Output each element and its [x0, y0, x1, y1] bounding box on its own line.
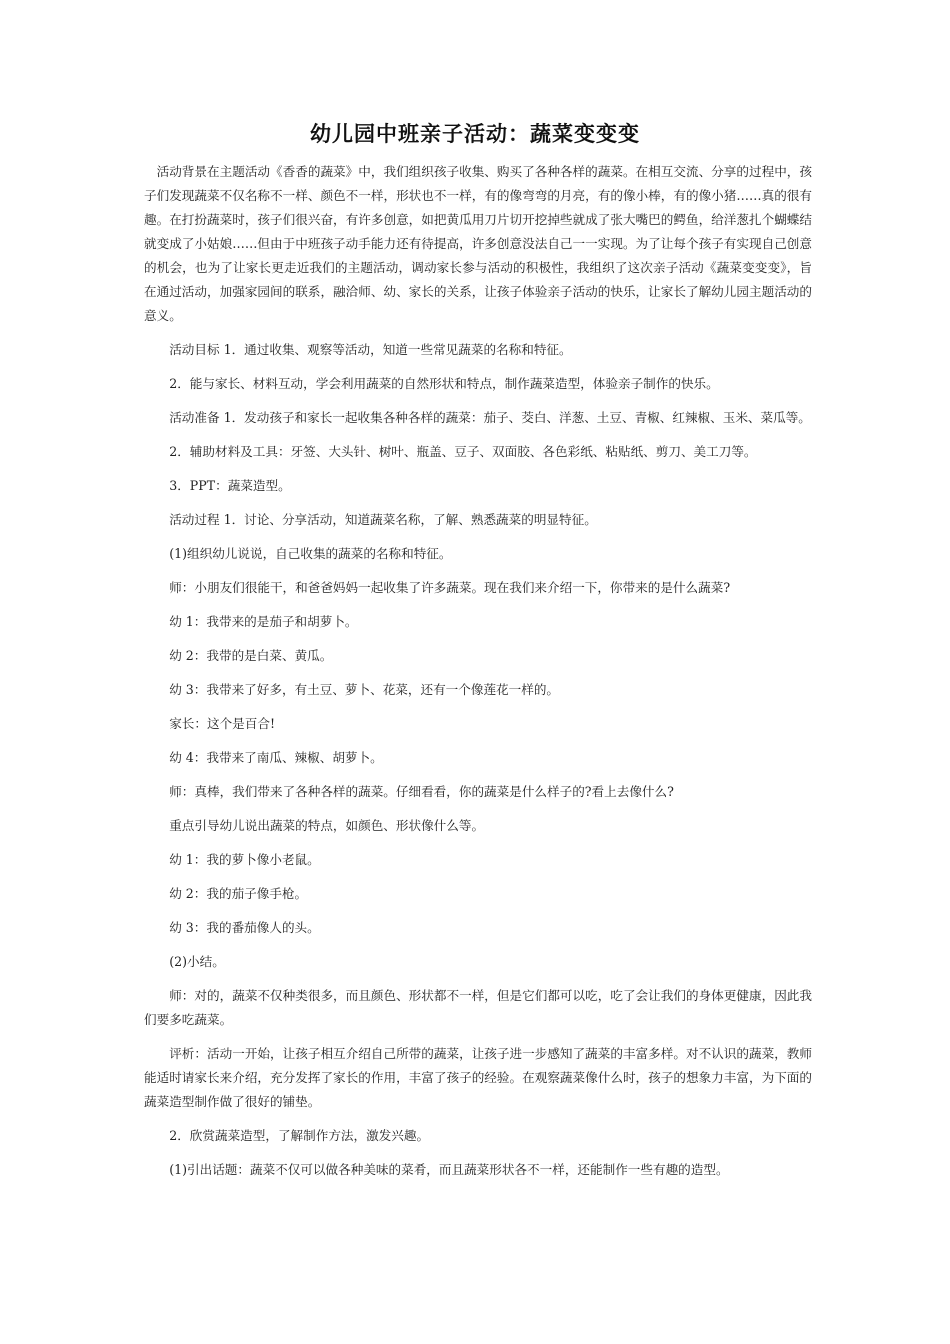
paragraph-child-1: 幼 1：我带来的是茄子和胡萝卜。: [169, 614, 358, 629]
paragraph-goal-2: 2．能与家长、材料互动，学会利用蔬菜的自然形状和特点，制作蔬菜造型，体验亲子制作的快乐。: [169, 376, 719, 391]
document-body: [144, 160, 812, 1182]
paragraph-child-4: 幼 4：我带来了南瓜、辣椒、胡萝卜。: [169, 750, 383, 765]
paragraph-goal-1: 活动目标 1．通过收集、观察等活动，知道一些常见蔬菜的名称和特征。: [169, 342, 572, 357]
paragraph-child-2: 幼 2：我带的是白菜、黄瓜。: [169, 648, 333, 663]
paragraph-child-3b: 幼 3：我的番茄像人的头。: [169, 920, 320, 935]
paragraph-review: 评析：活动一开始，让孩子相互介绍自己所带的蔬菜，让孩子进一步感知了蔬菜的丰富多样。对不认识的蔬菜，教师能适时请家长来介绍，充分发挥了家长的作用，丰富了孩子的经验。在观察蔬菜像什么时，孩子的想象力丰富，为下面的蔬菜造型制作做了很好的铺垫。: [144, 1046, 812, 1109]
paragraph-process-2-1: (1)引出话题：蔬菜不仅可以做各种美味的菜肴，而且蔬菜形状各不一样，还能制作一些有趣的造型。: [169, 1162, 729, 1177]
paragraph-process-1-1: (1)组织幼儿说说，自己收集的蔬菜的名称和特征。: [169, 546, 452, 561]
paragraph-child-3: 幼 3：我带来了好多，有土豆、萝卜、花菜，还有一个像莲花一样的。: [169, 682, 560, 697]
paragraph-teacher-summary: 师：对的，蔬菜不仅种类很多，而且颜色、形状都不一样，但是它们都可以吃，吃了会让我们的身体更健康，因此我们要多吃蔬菜。: [144, 988, 812, 1027]
paragraph-child-1b: 幼 1：我的萝卜像小老鼠。: [169, 852, 320, 867]
paragraph-guidance: 重点引导幼儿说出蔬菜的特点，如颜色、形状像什么等。: [169, 818, 485, 833]
paragraph-prep-1: 活动准备 1．发动孩子和家长一起收集各种各样的蔬菜：茄子、茭白、洋葱、土豆、青椒、红辣椒、玉米、菜瓜等。: [169, 410, 811, 425]
paragraph-teacher-question: 师：小朋友们很能干，和爸爸妈妈一起收集了许多蔬菜。现在我们来介绍一下，你带来的是什么蔬菜?: [169, 580, 731, 595]
paragraph-parent: 家长：这个是百合!: [169, 716, 275, 731]
document-title: 幼儿园中班亲子活动：蔬菜变变变: [310, 121, 640, 146]
paragraph-teacher-praise: 师：真棒，我们带来了各种各样的蔬菜。仔细看看，你的蔬菜是什么样子的?看上去像什么?: [169, 784, 674, 799]
paragraph-prep-3: 3．PPT：蔬菜造型。: [169, 478, 291, 493]
paragraph-prep-2: 2．辅助材料及工具：牙签、大头针、树叶、瓶盖、豆子、双面胶、各色彩纸、粘贴纸、剪刀、美工刀等。: [169, 444, 757, 459]
paragraph-process-1: 活动过程 1．讨论、分享活动，知道蔬菜名称，了解、熟悉蔬菜的明显特征。: [169, 512, 597, 527]
paragraph-child-2b: 幼 2：我的茄子像手枪。: [169, 886, 308, 901]
paragraph-background: 活动背景在主题活动《香香的蔬菜》中，我们组织孩子收集、购买了各种各样的蔬菜。在相互交流、分享的过程中，孩子们发现蔬菜不仅名称不一样、颜色不一样，形状也不一样，有的像弯弯的月亮，有的像小棒，有的像小猪……真的很有趣。在打扮蔬菜时，孩子们很兴奋，有许多创意，如把黄瓜用刀片切开挖掉些就成了张大嘴巴的鳄鱼，给洋葱扎个蝴蝶结就变成了小姑娘……但由于中班孩子动手能力还有待提高，许多创意没法自己一一实现。为了让每个孩子有实现自己创意的机会，也为了让家长更走近我们的主题活动，调动家长参与活动的积极性，我组织了这次亲子活动《蔬菜变变变》，旨在通过活动，加强家园间的联系，融洽师、幼、家长的关系，让孩子体验亲子活动的快乐，让家长了解幼儿园主题活动的意义。: [144, 164, 812, 323]
paragraph-summary-heading: (2)小结。: [169, 954, 225, 969]
paragraph-process-2: 2．欣赏蔬菜造型，了解制作方法，激发兴趣。: [169, 1128, 430, 1143]
